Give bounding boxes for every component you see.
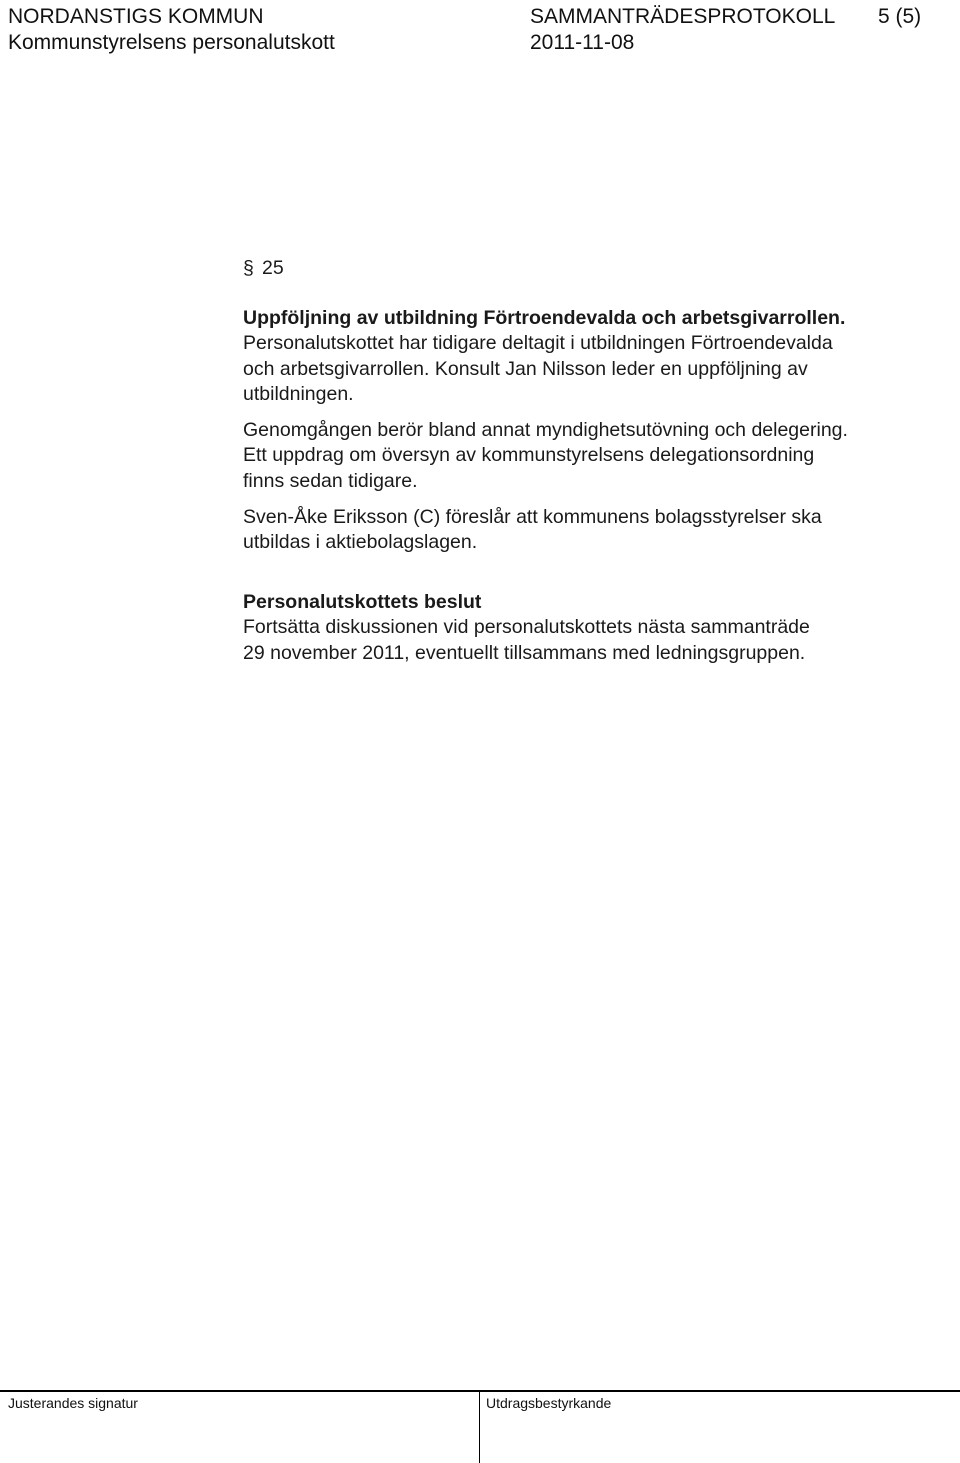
organization-name: NORDANSTIGS KOMMUN bbox=[8, 5, 264, 28]
section-number: 25 bbox=[262, 257, 284, 279]
meeting-date: 2011-11-08 bbox=[530, 31, 635, 54]
document-type: SAMMANTRÄDESPROTOKOLL bbox=[530, 5, 836, 28]
paragraph-line: utbildningen. bbox=[243, 383, 354, 405]
paragraph-line: Personalutskottet har tidigare deltagit i utbildningen Förtroendevalda bbox=[243, 332, 833, 354]
footer-column-divider bbox=[479, 1390, 480, 1463]
signature-label: Justerandes signatur bbox=[8, 1395, 138, 1411]
extract-certification-label: Utdragsbestyrkande bbox=[486, 1395, 612, 1411]
decision-heading: Personalutskottets beslut bbox=[243, 591, 482, 613]
section-title: Uppföljning av utbildning Förtroendevalda och arbetsgivarrollen. bbox=[243, 307, 846, 329]
paragraph-line: finns sedan tidigare. bbox=[243, 470, 418, 492]
page-number: 5 (5) bbox=[878, 5, 922, 28]
paragraph-line: Sven-Åke Eriksson (C) föreslår att kommunens bolagsstyrelser ska bbox=[243, 506, 822, 528]
section-symbol: § bbox=[243, 257, 254, 279]
paragraph-line: Genomgången berör bland annat myndighetsutövning och delegering. bbox=[243, 419, 848, 441]
decision-line: 29 november 2011, eventuellt tillsammans med ledningsgruppen. bbox=[243, 642, 806, 664]
decision-line: Fortsätta diskussionen vid personalutskottets nästa sammanträde bbox=[243, 616, 810, 638]
paragraph-line: Ett uppdrag om översyn av kommunstyrelsens delegationsordning bbox=[243, 444, 815, 466]
paragraph-line: och arbetsgivarrollen. Konsult Jan Nilsson leder en uppföljning av bbox=[243, 358, 808, 380]
paragraph-line: utbildas i aktiebolagslagen. bbox=[243, 531, 478, 553]
committee-name: Kommunstyrelsens personalutskott bbox=[8, 31, 335, 54]
footer-divider bbox=[0, 1390, 960, 1392]
